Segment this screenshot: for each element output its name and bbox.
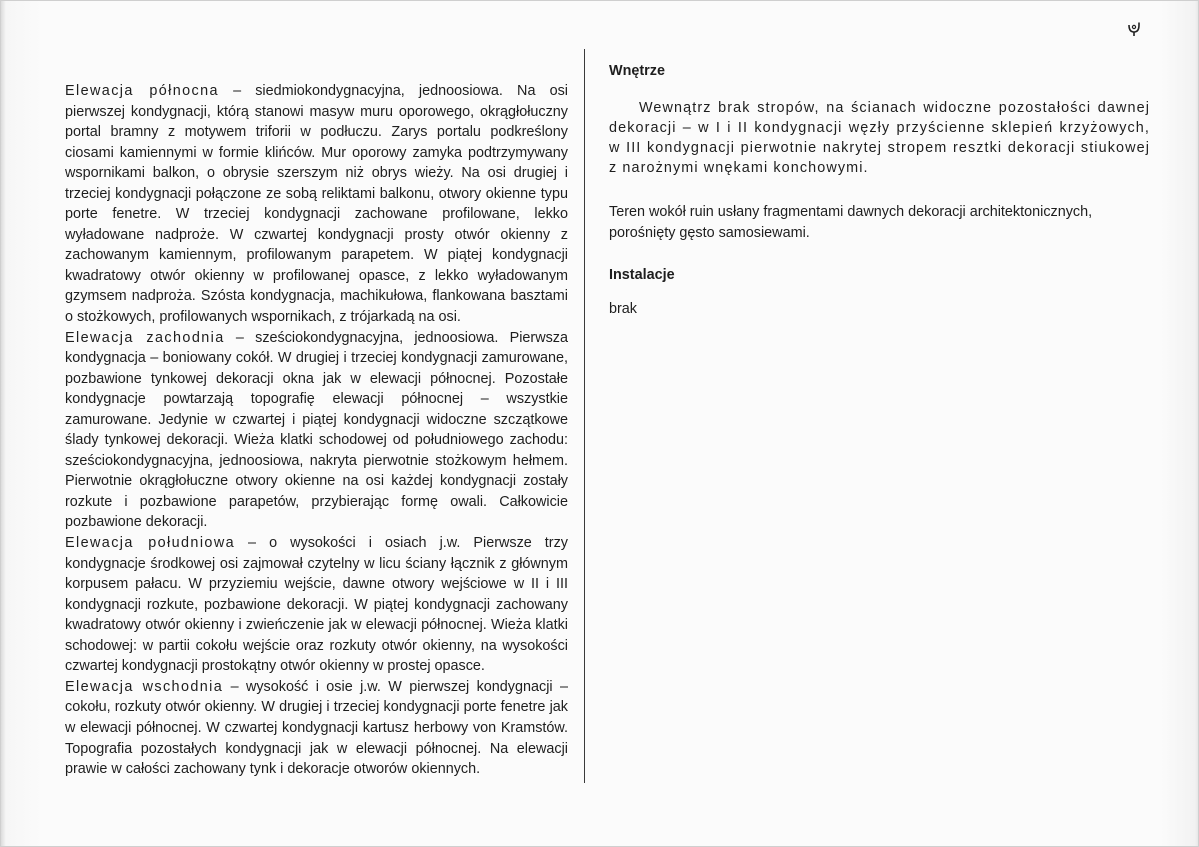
installations-heading: Instalacje xyxy=(609,267,675,284)
south-elevation-paragraph xyxy=(65,533,568,677)
north-elevation-lead: Elewacja północna xyxy=(65,83,219,99)
east-elevation-paragraph xyxy=(65,677,568,780)
interior-text: Wewnątrz brak stropów, na ścianach widoczne pozostałości dawnej dekoracji – w I i II kondygnacji węzły przyścienne sklepień krzyżowych, w III kondygnacji pierwotnie nakrytej stropem resztki dekoracji stiukowej z narożnymi wnękami konchowymi. xyxy=(609,99,1150,177)
terrain-text: Teren wokół ruin usłany fragmentami dawnych dekoracji architektonicznych, porośnięty gęsto samosiewami. xyxy=(609,204,1093,241)
east-elevation-text: – wysokość i osie j.w. W pierwszej kondygnacji – cokołu, rozkuty otwór okienny. W drugiej i trzeciej kondygnacji porte fenetre jak w elewacji północnej. W czwartej kondygnacji kartusz herbowy von Kramstów. Topografia pozostałych kondygnacji jak w elewacji północnej. Na elewacji prawie w całości zachowany tynk i dekoracje otworów okiennych. xyxy=(65,678,568,778)
installations-text: brak xyxy=(609,300,637,317)
west-elevation-paragraph xyxy=(65,328,568,533)
south-elevation-lead: Elewacja południowa xyxy=(65,535,236,552)
column-divider xyxy=(584,49,585,783)
north-elevation-text: – siedmiokondygnacyjna, jednoosiowa. Na osi pierwszej kondygnacji, którą stanowi masyw muru oporowego, okrągłołuczny portal bramny z motywem triforii w podłuczu. Zarys portalu podkreślony ciosami kamiennymi w formie klińców. Mur oporowy zamyka podtrzymywany wspornikami balkon, o obrysie szerszym niż obrys wieży. Na osi drugiej i trzeciej kondygnacji połączone ze sobą reliktami balkonu, otwory okienne typu porte fenetre. W trzeciej kondygnacji zachowane profilowane, lekko wyładowane nadproże. W czwartej kondygnacji prosty otwór okienny z zachowanym kamiennym, profilowanym parapetem. W piątej kondygnacji kwadratowy otwór okienny w profilowanej opasce, z lekko wyładowanym gzymsem nadproża. Szósta kondygnacja, machikułowa, flankowana basztami o stożkowych, profilowanych wspornikach, z trójarkadą na osi. xyxy=(65,83,568,326)
interior-section xyxy=(609,61,1150,319)
interior-heading: Wnętrze xyxy=(609,63,665,79)
south-elevation-text: – o wysokości i osiach j.w. Pierwsze trzy kondygnacje środkowej osi zajmował czytelny w licu ściany łącznik z głównym korpusem pałacu. W przyziemiu wejście, dawne otwory wejściowe w II i III kondygnacji rozkute, pozbawione dekoracji. W piątej kondygnacji zachowany kwadratowy otwór okienny i zwieńczenie jak w elewacji północnej. Wieża klatki schodowej: w partii cokołu wejście oraz rozkuty otwór okienny, na wysokości czwartej kondygnacji prostokątny otwór okienny w prostej opasce. xyxy=(65,535,568,675)
west-elevation-text: – sześciokondygnacyjna, jednoosiowa. Pierwsza kondygnacja – boniowany cokół. W drugiej i trzeciej kondygnacji zamurowane, pozbawione tynkowej dekoracji okna jak w elewacji północnej. Pozostałe kondygnacje powtarzają topografię elewacji północnej – wszystkie zamurowane. Jedynie w czwartej i piątej kondygnacji widoczne szczątkowe ślady tynkowej dekoracji. Wieża klatki schodowej od południowego zachodu: sześciokondygnacyjna, jednoosiowa, nakryta pierwotnie stożkowym hełmem. Pierwotnie okrągłołuczne otwory okienne na osi każdej kondygnacji zostały rozkute i pozbawione parapetów, przybierając formę owali. Całkowicie pozbawione dekoracji. xyxy=(65,329,568,531)
horn-stamp-icon xyxy=(1127,21,1143,37)
west-elevation-lead: Elewacja zachodnia xyxy=(65,329,225,346)
east-elevation-lead: Elewacja wschodnia xyxy=(65,678,224,695)
elevations-description xyxy=(65,81,568,780)
north-elevation-paragraph xyxy=(65,81,568,328)
